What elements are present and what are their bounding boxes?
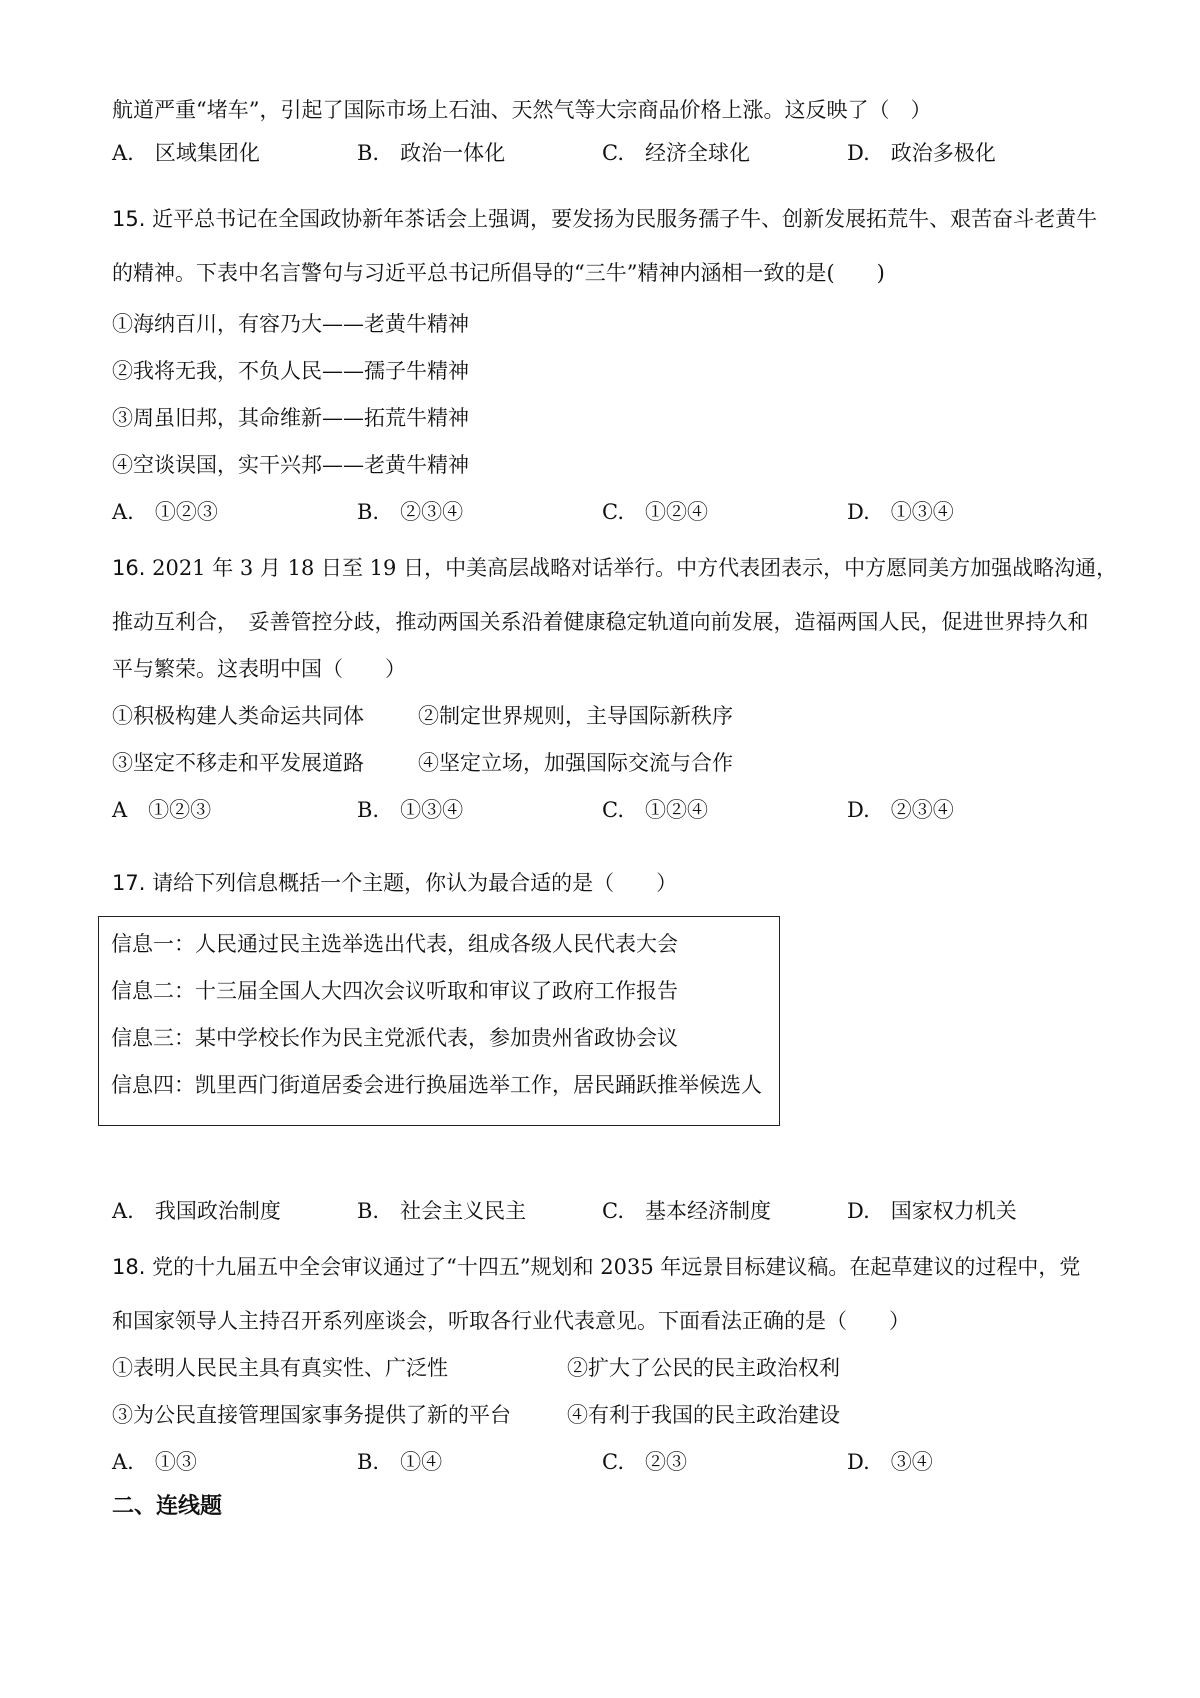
q18-option-b: B. ①④ <box>357 1450 443 1474</box>
q17-option-a: A. 我国政治制度 <box>112 1199 281 1223</box>
q14-option-a: A. 区域集团化 <box>112 141 260 165</box>
q15-option-d: D. ①③④ <box>847 500 954 524</box>
q17-text: 请给下列信息概括一个主题，你认为最合适的是（ ） <box>152 871 678 895</box>
q18-item-2: ②扩大了公民的民主政治权利 <box>567 1356 840 1380</box>
q17-option-c: C. 基本经济制度 <box>602 1199 771 1223</box>
q16-stem-line2: 推动互利合， 妥善管控分歧，推动两国关系沿着健康稳定轨道向前发展，造福两国人民，促进世界持久和 <box>112 610 1089 634</box>
q14-option-d: D. 政治多极化 <box>847 141 996 165</box>
q15-number: 15. <box>112 207 146 231</box>
q15-item-2: ②我将无我，不负人民——孺子牛精神 <box>112 359 469 383</box>
q18-items-row1 <box>112 1353 1012 1383</box>
q16-item-2: ②制定世界规则，主导国际新秩序 <box>418 704 733 728</box>
q15-option-a: A. ①②③ <box>112 500 218 524</box>
q17-info-box <box>98 916 780 1126</box>
q15-option-b: B. ②③④ <box>357 500 464 524</box>
q18-item-4: ④有利于我国的民主政治建设 <box>567 1403 840 1427</box>
q16-item-1: ①积极构建人类命运共同体 <box>112 704 364 728</box>
q18-text-line1: 党的十九届五中全会审议通过了“十四五”规划和 2035 年远景目标建议稿。在起草建议的过程中，党 <box>152 1255 1081 1279</box>
q16-option-b: B. ①③④ <box>357 798 464 822</box>
q17-options <box>112 1196 1112 1226</box>
q17-stem <box>112 868 677 898</box>
q16-text-line1: 2021 年 3 月 18 日至 19 日，中美高层战略对话举行。中方代表团表示，中方愿同美方加强战略沟通， <box>152 556 1118 580</box>
q18-stem-line1 <box>112 1252 1080 1282</box>
q15-option-c: C. ①②④ <box>602 500 708 524</box>
q15-options <box>112 497 1112 527</box>
section-heading: 二、连线题 <box>112 1494 223 1519</box>
q17-info-2: 信息二：十三届全国人大四次会议听取和审议了政府工作报告 <box>111 979 678 1003</box>
q15-item-1: ①海纳百川，有容乃大——老黄牛精神 <box>112 312 469 336</box>
q18-item-3: ③为公民直接管理国家事务提供了新的平台 <box>112 1403 511 1427</box>
q16-items-row2 <box>112 748 1012 778</box>
q16-item-4: ④坚定立场，加强国际交流与合作 <box>418 751 733 775</box>
q14-option-b: B. 政治一体化 <box>357 141 506 165</box>
q16-number: 16. <box>112 556 146 580</box>
q18-option-a: A. ①③ <box>112 1450 197 1474</box>
q14-option-c: C. 经济全球化 <box>602 141 750 165</box>
q16-item-3: ③坚定不移走和平发展道路 <box>112 751 364 775</box>
q16-stem-line1 <box>112 553 1117 583</box>
q17-info-1: 信息一：人民通过民主选举选出代表，组成各级人民代表大会 <box>111 932 678 956</box>
q15-stem-line2: 的精神。下表中名言警句与习近平总书记所倡导的“三牛”精神内涵相一致的是( ) <box>112 261 885 285</box>
q18-stem-line2: 和国家领导人主持召开系列座谈会，听取各行业代表意见。下面看法正确的是（ ） <box>112 1309 910 1333</box>
q15-item-4: ④空谈误国，实干兴邦——老黄牛精神 <box>112 453 469 477</box>
q14-stem-tail: 航道严重“堵车”，引起了国际市场上石油、天然气等大宗商品价格上涨。这反映了（ ） <box>112 98 932 122</box>
q14-options <box>112 138 1112 168</box>
q17-info-4: 信息四：凯里西门街道居委会进行换届选举工作，居民踊跃推举候选人 <box>111 1073 762 1097</box>
q18-option-d: D. ③④ <box>847 1450 933 1474</box>
q17-option-d: D. 国家权力机关 <box>847 1199 1017 1223</box>
q16-options <box>112 795 1112 825</box>
q17-info-3: 信息三：某中学校长作为民主党派代表，参加贵州省政协会议 <box>111 1026 678 1050</box>
q16-stem-line3: 平与繁荣。这表明中国（ ） <box>112 657 406 681</box>
q16-items-row1 <box>112 701 1012 731</box>
q18-number: 18. <box>112 1255 146 1279</box>
q16-option-c: C. ①②④ <box>602 798 708 822</box>
q15-stem-line1 <box>112 204 1097 234</box>
q15-text-line1: 近平总书记在全国政协新年茶话会上强调，要发扬为民服务孺子牛、创新发展拓荒牛、艰苦奋斗老黄牛 <box>152 207 1098 231</box>
q17-option-b: B. 社会主义民主 <box>357 1199 527 1223</box>
q18-option-c: C. ②③ <box>602 1450 687 1474</box>
q16-option-d: D. ②③④ <box>847 798 954 822</box>
q18-items-row2 <box>112 1400 1012 1430</box>
q16-option-a: A ①②③ <box>112 798 212 822</box>
q18-item-1: ①表明人民民主具有真实性、广泛性 <box>112 1356 448 1380</box>
q15-item-3: ③周虽旧邦，其命维新——拓荒牛精神 <box>112 406 469 430</box>
q17-number: 17. <box>112 871 146 895</box>
q18-options <box>112 1447 1112 1477</box>
